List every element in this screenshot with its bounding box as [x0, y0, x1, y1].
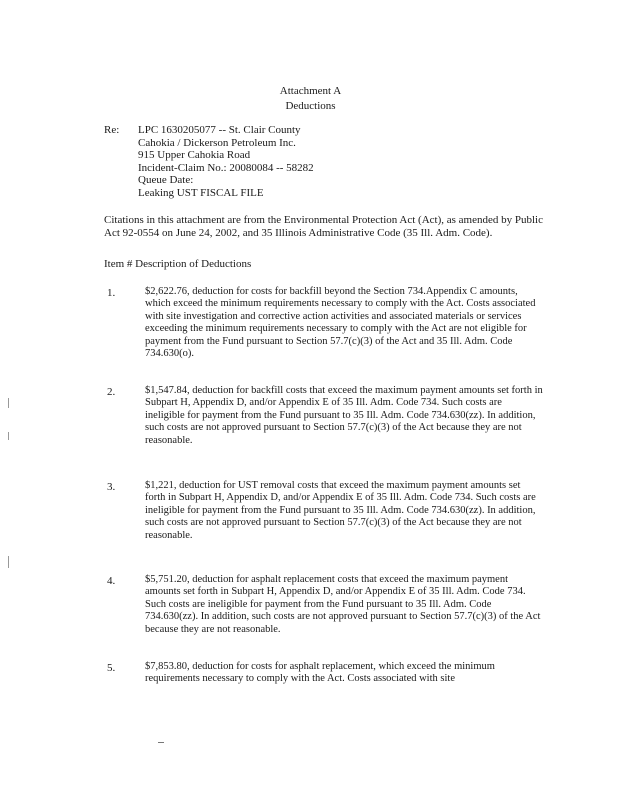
scan-mark	[8, 432, 9, 440]
re-line: 915 Upper Cahokia Road	[138, 149, 251, 162]
item-description: $1,547.84, deduction for backfill costs that exceed the maximum payment amounts set forth in Subpart H, Appendix D, and/or Appendix E of 35 Ill. Adm. Code 734. Such costs are ineligible for payment from the Fund pursuant to 35 Ill. Adm. Code 734.630(zz). In addition, such costs are not approved pursuant to Section 57.7(c)(3) of the Act because they are not reasonable.	[145, 385, 543, 446]
item-description: $7,853.80, deduction for costs for asphalt replacement, which exceed the minimum requirements necessary to comply with the Act. Costs associated with site	[145, 661, 495, 685]
re-label: Re:	[104, 124, 120, 136]
scan-mark	[158, 742, 164, 743]
item-number: 1.	[107, 287, 116, 299]
item-description: $5,751.20, deduction for asphalt replacement costs that exceed the maximum payment amounts set forth in Subpart H, Appendix D, and/or Appendix E of 35 Ill. Adm. Code 734. Such costs are ineligible for payment from the Fund pursuant to 35 Ill. Adm. Code 734.630(zz). In addition, such costs are not approved pursuant to Section 57.7(c)(3) of the Act because they are not reasonable.	[145, 574, 541, 635]
re-line: Cahokia / Dickerson Petroleum Inc.	[138, 136, 296, 149]
items-header: Item # Description of Deductions	[104, 258, 252, 270]
re-block	[138, 124, 314, 200]
scan-mark	[8, 398, 9, 408]
citations-paragraph: Citations in this attachment are from the Environmental Protection Act (Act), as amended by Public Act 92-0554 on June 24, 2002, and 35 Illinois Administrative Code (35 Ill. Adm. Code).	[104, 214, 543, 239]
attachment-title: Attachment A	[279, 85, 342, 97]
re-line: LPC 1630205077 -- St. Clair County	[138, 124, 301, 136]
item-description: $2,622.76, deduction for costs for backfill beyond the Section 734.Appendix C amounts, which exceed the minimum requirements necessary to comply with the Act. Costs associated with site investigation and corrective action activities and associated materials or services exceeding the minimum requirements necessary to comply with the Act are not eligible for payment from the Fund pursuant to Section 57.7(c)(3) of the Act and 35 Ill. Adm. Code 734.630(o).	[145, 286, 536, 360]
re-line: Incident-Claim No.: 20080084 -- 58282	[138, 161, 314, 174]
attachment-subtitle: Deductions	[285, 100, 336, 112]
item-number: 5.	[107, 662, 116, 674]
re-line: Queue Date:	[138, 174, 194, 187]
item-number: 2.	[107, 386, 116, 398]
item-number: 4.	[107, 575, 116, 587]
item-description: $1,221, deduction for UST removal costs that exceed the maximum payment amounts set forth in Subpart H, Appendix D, and/or Appendix E of 35 Ill. Adm. Code 734. Such costs are ineligible for payment from the Fund pursuant to 35 Ill. Adm. Code 734.630(zz). In addition, such costs are not approved pursuant to Section 57.7(c)(3) of the Act because they are not reasonable.	[145, 480, 536, 541]
scan-mark	[8, 556, 9, 568]
re-line: Leaking UST FISCAL FILE	[138, 186, 264, 199]
item-number: 3.	[107, 481, 116, 493]
